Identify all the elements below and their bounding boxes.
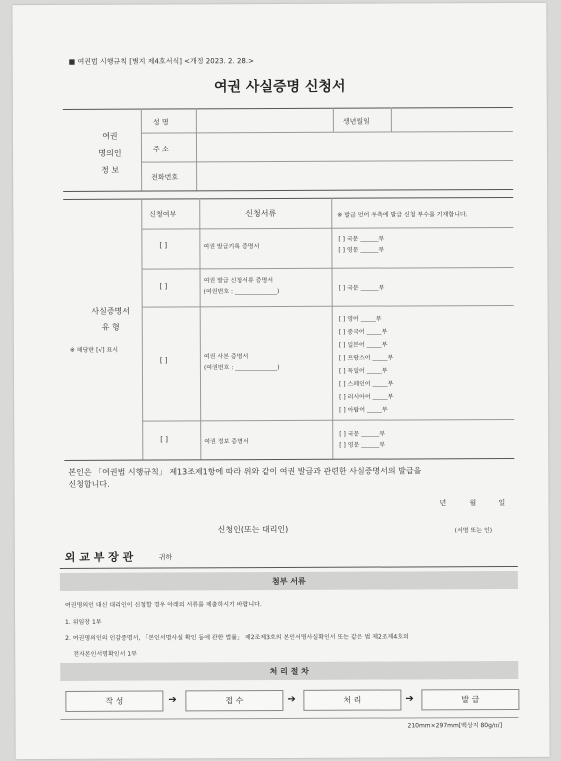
law-reference: ■ 여권법 시행규칙 [별지 제4호서식] <개정 2023. 2. 28.> [68, 57, 254, 66]
date-year: 년 [439, 499, 447, 508]
date-month: 월 [469, 499, 477, 508]
birth-label: 생년월일 [342, 117, 370, 126]
attachments-item-2: 2. 여권명의인의 인감증명서, 「본인서명사실 확인 등에 관한 법률」 제2조제3호의 본인서명사실확인서 또는 같은 법 제2조제4호의 [65, 633, 409, 642]
lang-options-2[interactable]: [ ] 국문 ______부 [338, 284, 385, 292]
attachments-intro: 여권명의인 대신 대리인이 신청할 경우 아래의 서류를 제출하시기 바랍니다. [64, 601, 262, 609]
statement-line-1: 본인은 「여권법 시행규칙」 제13조제1항에 따라 위와 같이 여권 발급과 관련한 사실증명서의 발급을 [68, 466, 422, 477]
phone-label: 전화번호 [151, 173, 179, 182]
form-title: 여권 사실증명 신청서 [213, 78, 346, 96]
arrow-icon: ➔ [168, 694, 177, 706]
apply-checkbox-3[interactable]: [ ] [159, 356, 168, 365]
lang-options-4[interactable]: [ ] 국문 ______부 [ ] 영문 ______부 [339, 430, 386, 449]
applicant-label: 신청인(또는 대리인) [217, 524, 289, 535]
recipient-suffix: 귀하 [158, 553, 173, 562]
statement-line-2: 신청합니다. [68, 479, 110, 489]
col-apply-header: 신청여부 [149, 210, 177, 219]
process-title: 처 리 절 차 [269, 666, 309, 677]
arrow-icon: ➔ [405, 693, 414, 705]
apply-checkbox-1[interactable]: [ ] [159, 241, 168, 250]
divider [63, 107, 513, 110]
col-note-header: ※ 발급 언어 우측에 발급 신청 부수를 기재합니다. [337, 211, 468, 219]
recipient-name: 외 교 부 장 관 [64, 550, 134, 564]
address-label: 주 소 [152, 145, 169, 154]
name-label: 성 명 [152, 118, 169, 127]
attachments-item-2-cont: 전자본인서명확인서 1부 [73, 650, 137, 658]
doc-label-2: 여권 발급 신청서류 증명서 (여권번호 : ______________) [203, 277, 280, 296]
process-step-receive: 접 수 [185, 690, 283, 711]
apply-checkbox-2[interactable]: [ ] [159, 282, 168, 291]
apply-checkbox-4[interactable]: [ ] [160, 435, 168, 444]
doc-label-4: 여권 정보 증명서 [204, 438, 249, 446]
doc-label-3: 여권 사본 증명서 (여권번호 : ______________) [203, 353, 280, 372]
signature-label: (서명 또는 인) [454, 527, 493, 535]
col-docs-header: 신청서류 [245, 209, 277, 219]
process-step-write: 작 성 [65, 691, 163, 712]
date-day: 일 [498, 499, 506, 508]
check-note: ※ 해당란 [√] 표시 [69, 346, 119, 354]
arrow-icon: ➔ [287, 693, 296, 705]
application-form [12, 3, 549, 759]
doc-label-1: 여권 발급기록 증명서 [203, 243, 260, 251]
paper-size-note: 210mm×297mm[백상지 80g/㎡] [407, 722, 503, 730]
attachments-title: 첨부 서류 [271, 576, 306, 587]
lang-options-1[interactable]: [ ] 국문 ______부 [ ] 영문 ______부 [338, 235, 385, 254]
holder-section-label: 여권 명의인 정 보 [98, 131, 122, 175]
attachments-item-1: 1. 위임장 1부 [65, 618, 102, 626]
cert-section-label: 사실증명서 유 형 [91, 306, 131, 332]
process-step-issue: 발 급 [421, 689, 519, 710]
lang-options-3[interactable]: [ ] 영어 _____부 [ ] 중국어 _____부 [ ] 일본어 _____부 [ ] 프랑스어 _____부 [ ] 독일어 _____부 [ ] 스페인어 _____부 [ ] 러시아어 _____부 [ ] 아랍어 _____부 [338, 315, 394, 414]
process-step-handle: 처 리 [303, 689, 401, 710]
